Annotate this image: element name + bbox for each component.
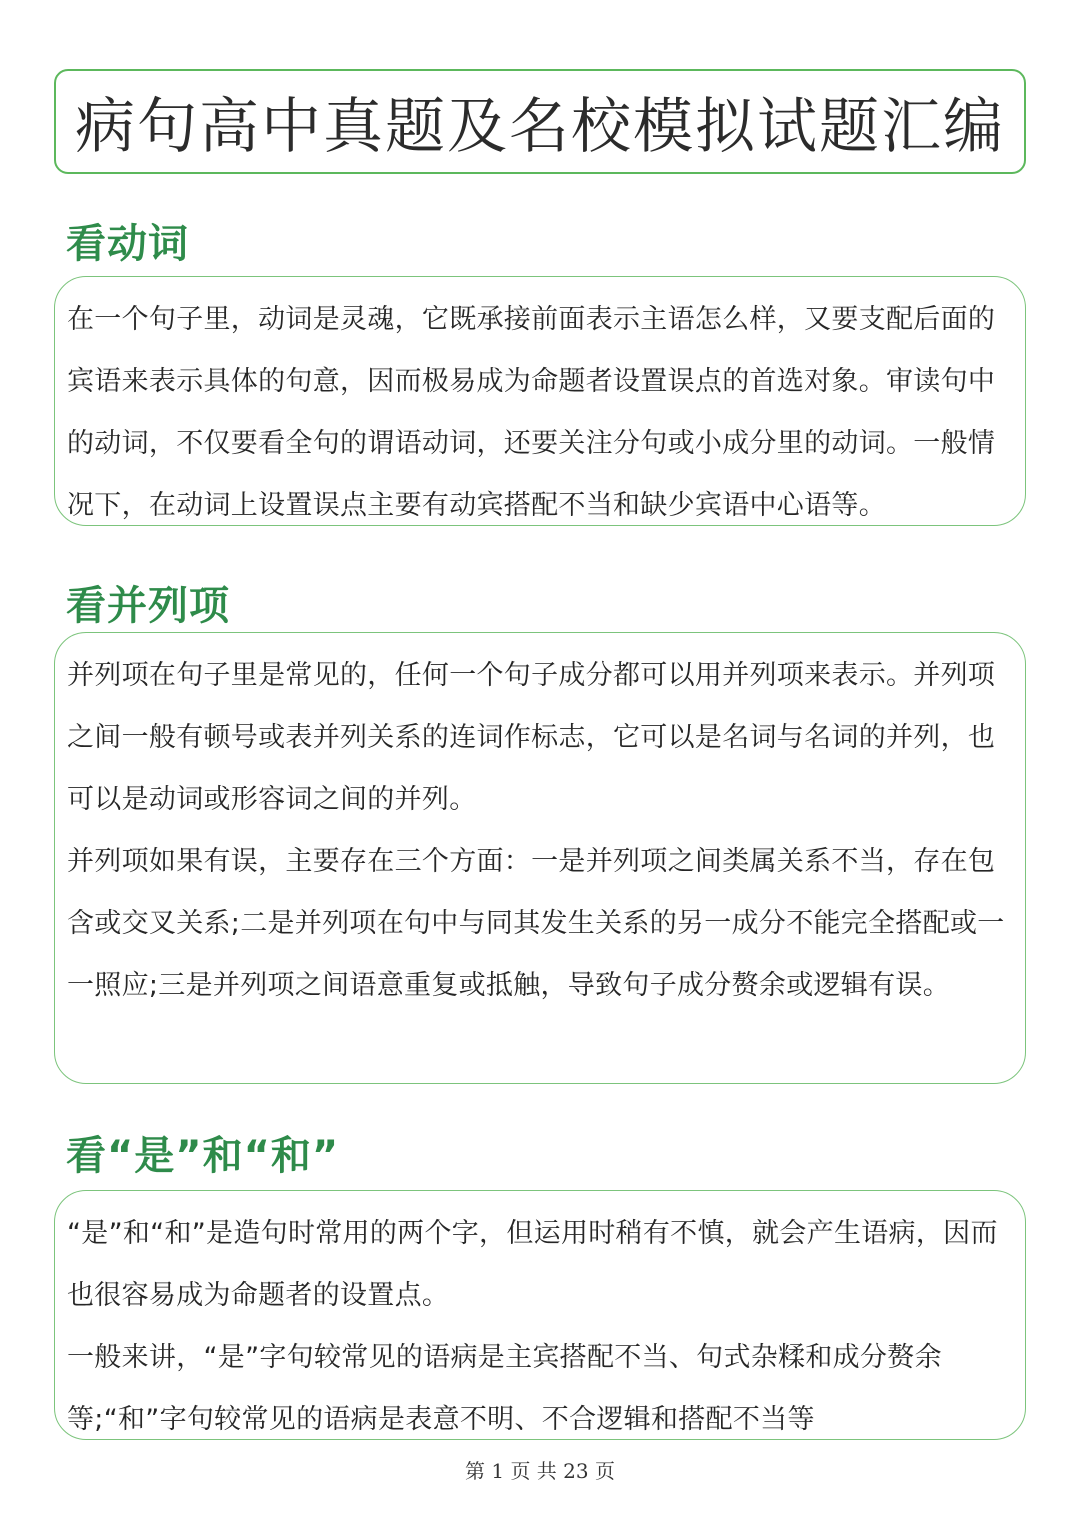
section-paragraph: “是”和“和”是造句时常用的两个字，但运用时稍有不慎，就会产生语病，因而也很容易成为命题者的设置点。 bbox=[67, 1218, 998, 1311]
page-title: 病句高中真题及名校模拟试题汇编 bbox=[75, 91, 1005, 162]
section-paragraph: 在一个句子里，动词是灵魂，它既承接前面表示主语怎么样，又要支配后面的宾语来表示具体的句意，因而极易成为命题者设置误点的首选对象。审读句中的动词，不仅要看全句的谓语动词，还要关注分句或小成分里的动词。一般情况下，在动词上设置误点主要有动宾搭配不当和缺少宾语中心语等。 bbox=[67, 304, 996, 521]
section-paragraph: 并列项在句子里是常见的，任何一个句子成分都可以用并列项来表示。并列项之间一般有顿号或表并列关系的连词作标志，它可以是名词与名词的并列，也可以是动词或形容词之间的并列。 bbox=[67, 660, 996, 815]
section-box-verbs bbox=[54, 276, 1026, 526]
section-paragraph: 一般来讲，“是”字句较常见的语病是主宾搭配不当、句式杂糅和成分赘余等;“和”字句较常见的语病是表意不明、不合逻辑和搭配不当等 bbox=[67, 1342, 942, 1435]
section-paragraph: 并列项如果有误，主要存在三个方面：一是并列项之间类属关系不当，存在包含或交叉关系;二是并列项在句中与同其发生关系的另一成分不能完全搭配或一一照应;三是并列项之间语意重复或抵触，导致句子成分赘余或逻辑有误。 bbox=[67, 846, 1005, 1001]
section-box-shi-he bbox=[54, 1190, 1026, 1440]
section-heading-verbs: 看动词 bbox=[66, 221, 189, 267]
section-box-parallel bbox=[54, 632, 1026, 1084]
page-footer: 第 1 页 共 23 页 bbox=[465, 1459, 615, 1483]
title-box bbox=[54, 69, 1026, 174]
section-heading-shi-he: 看“是”和“和” bbox=[66, 1133, 340, 1179]
section-heading-parallel: 看并列项 bbox=[66, 583, 230, 629]
